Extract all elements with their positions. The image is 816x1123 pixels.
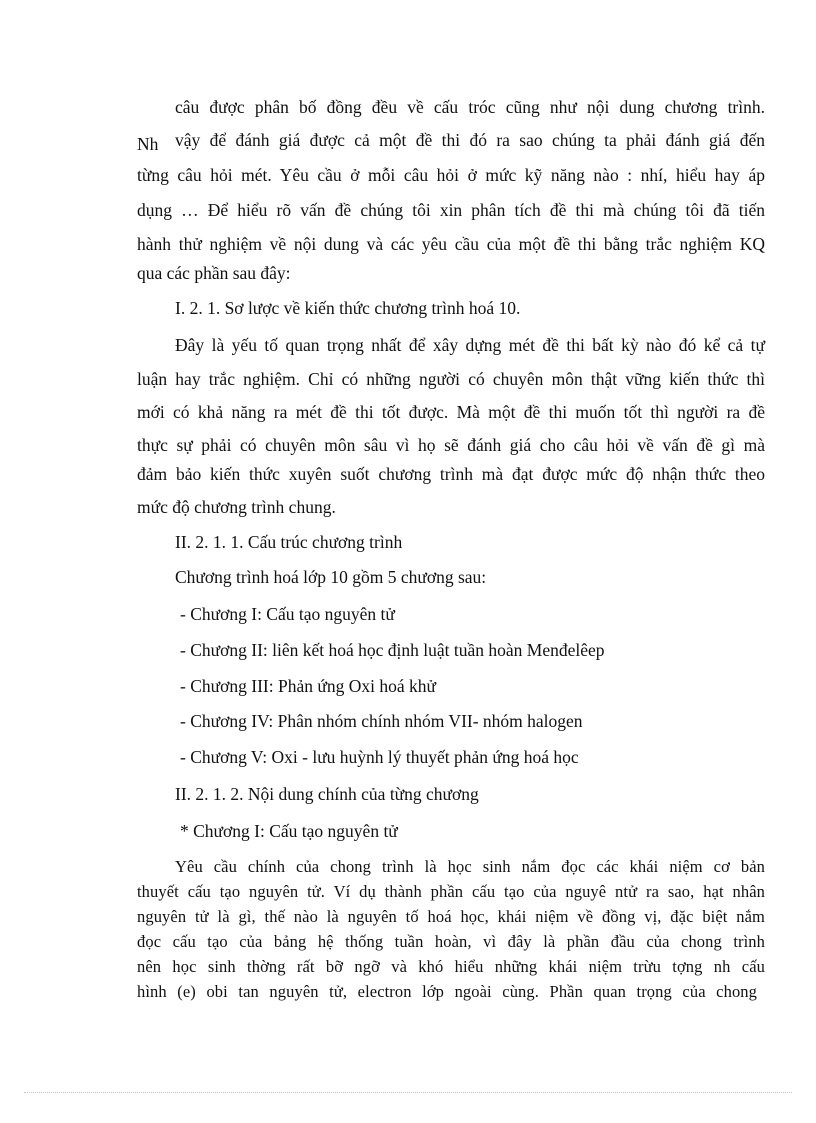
chapter-list-item-3: - Chương III: Phản ứng Oxi hoá khử [180, 676, 436, 696]
section-heading-3: II. 2. 1. 2. Nội dung chính của từng chương [175, 784, 479, 804]
subheading-chapter-1: * Chương I: Cấu tạo nguyên tử [180, 821, 398, 841]
paragraph-1-line-5: hành thử nghiệm về nội dung và các yêu cầu của một đề thi bằng trắc nghiệm KQ [137, 234, 765, 254]
section-heading-1: I. 2. 1. Sơ lược về kiến thức chương trình hoá 10. [175, 298, 521, 318]
paragraph-3-line-1: Yêu cầu chính của chong trình là học sinh nắm đọc các khái niệm cơ bản [175, 857, 765, 876]
page-bottom-divider [24, 1092, 792, 1093]
chapter-list-item-5: - Chương V: Oxi - lưu huỳnh lý thuyết phản ứng hoá học [180, 747, 579, 767]
paragraph-3-line-4: đọc cấu tạo của bảng hệ thống tuần hoàn, vì đây là phần đầu của chong trình [137, 932, 765, 951]
paragraph-3-line-2: thuyết cấu tạo nguyên tử. Ví dụ thành phần cấu tạo của nguyê ntử ra sao, hạt nhân [137, 882, 765, 901]
paragraph-1-line-2-lead: Nh [137, 134, 159, 154]
paragraph-2-line-3: mới có khả năng ra mét đề thi tốt được. Mà một đề thi muốn tốt thì người ra đề [137, 402, 765, 422]
paragraph-1-line-2: vậy để đánh giá được cả một đề thi đó ra sao chúng ta phải đánh giá đến [175, 130, 765, 150]
paragraph-2-line-5: đảm bảo kiến thức xuyên suốt chương trình mà đạt được mức độ nhận thức theo [137, 464, 765, 484]
paragraph-1-line-3: từng câu hỏi mét. Yêu cầu ở mỗi câu hỏi ở mức kỹ năng nào : nhí, hiểu hay áp [137, 165, 765, 185]
paragraph-2-line-1: Đây là yếu tố quan trọng nhất để xây dựng mét đề thi bất kỳ nào đó kể cả tự [175, 335, 765, 355]
chapter-list-item-1: - Chương I: Cấu tạo nguyên tử [180, 604, 395, 624]
paragraph-2-line-2: luận hay trắc nghiệm. Chỉ có những người có chuyên môn thật vững kiến thức thì [137, 369, 765, 389]
paragraph-2-line-6: mức độ chương trình chung. [137, 497, 336, 517]
chapter-list-item-4: - Chương IV: Phân nhóm chính nhóm VII- nhóm halogen [180, 711, 583, 731]
paragraph-3-line-3: nguyên tử là gì, thế nào là nguyên tố hoá học, khái niệm về đồng vị, đặc biệt nắm [137, 907, 765, 926]
section-heading-2: II. 2. 1. 1. Cấu trúc chương trình [175, 532, 403, 552]
paragraph-3-line-5: nên học sinh thờng rất bỡ ngỡ và khó hiểu những khái niệm trừu tợng nh cấu [137, 957, 765, 976]
paragraph-2-line-4: thực sự phải có chuyên môn sâu vì họ sẽ đánh giá cho câu hỏi về vấn đề gì mà [137, 435, 765, 455]
chapters-intro: Chương trình hoá lớp 10 gồm 5 chương sau: [175, 567, 487, 587]
chapter-list-item-2: - Chương II: liên kết hoá học định luật tuần hoàn Menđelêep [180, 640, 605, 660]
paragraph-1-line-6: qua các phần sau đây: [137, 263, 291, 283]
paragraph-1-line-4: dụng … Để hiểu rõ vấn đề chúng tôi xin phân tích đề thi mà chúng tôi đã tiến [137, 200, 765, 220]
paragraph-1-line-1: câu được phân bố đồng đều về cấu tróc cũng như nội dung chương trình. [175, 97, 765, 117]
paragraph-3-line-6: hình (e) obi tan nguyên tử, electron lớp ngoài cùng. Phần quan trọng của chong [137, 982, 757, 1001]
